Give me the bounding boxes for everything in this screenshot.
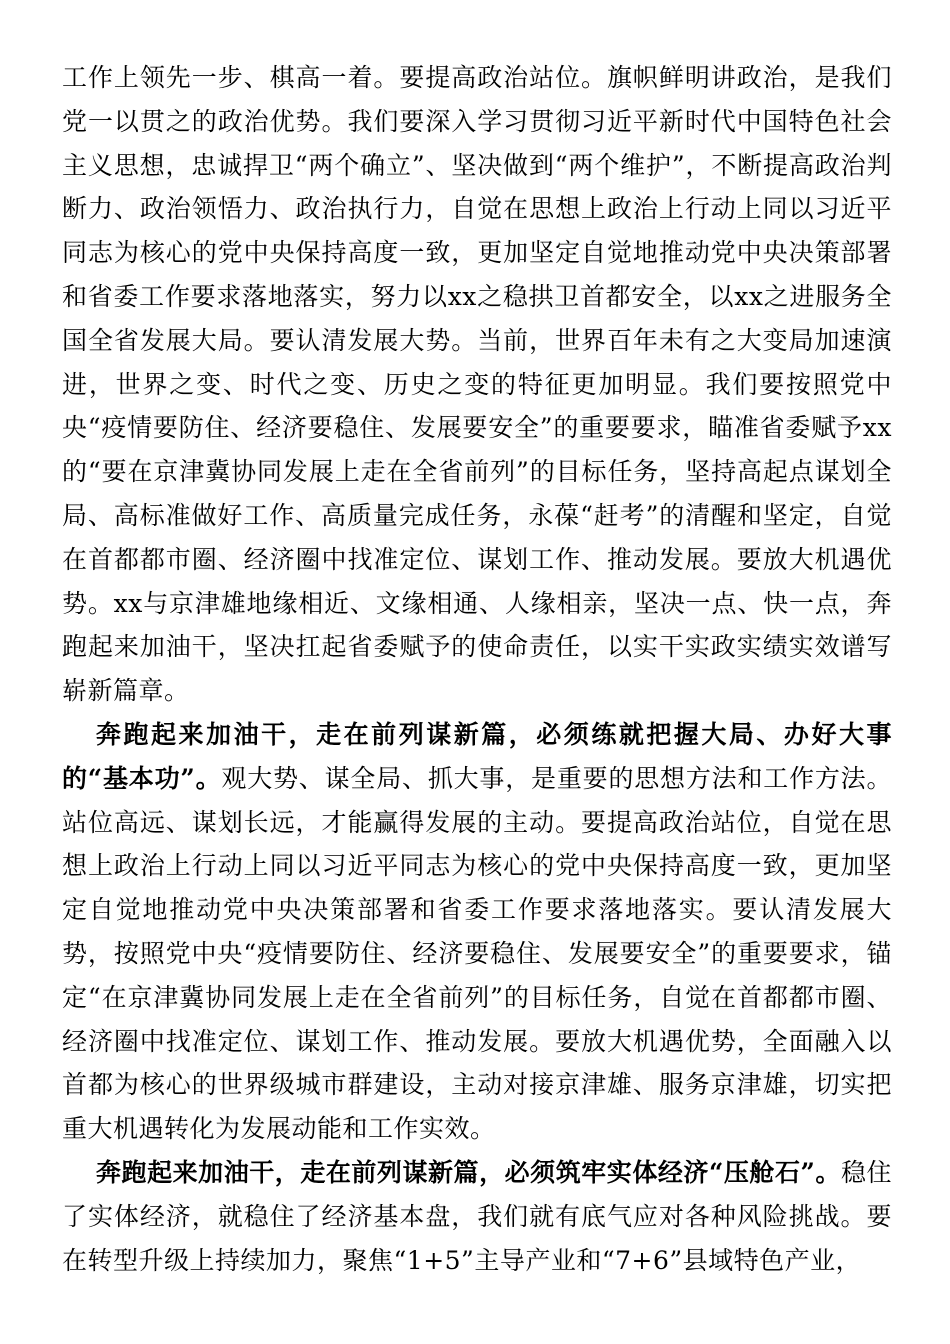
paragraph-1-text: 工作上领先一步、棋高一着。要提高政治站位。旗帜鲜明讲政治，是我们党一以贯之的政治优势。我们要深入学习贯彻习近平新时代中国特色社会主义思想，忠诚捍卫“两个确立”、坚决做到“两个维护”，不断提高政治判断力、政治领悟力、政治执行力，自觉在思想上政治上行动上同以习近平同志为核心的党中央保持高度一致，更加坚定自觉地推动党中央决策部署和省委工作要求落地落实，努力以xx之稳拱卫首都安全，以xx之进服务全国全省发展大局。要认清发展大势。当前，世界百年未有之大变局加速演进，世界之变、时代之变、历史之变的特征更加明显。我们要按照党中央“疫情要防住、经济要稳住、发展要安全”的重要要求，瞄准省委赋予xx的“要在京津冀协同发展上走在全省前列”的目标任务，坚持高起点谋划全局、高标准做好工作、高质量完成任务，永葆“赶考”的清醒和坚定，自觉在首都都市圈、经济圈中找准定位、谋划工作、推动发展。要放大机遇优势。xx与京津雄地缘相近、文缘相通、人缘相亲，坚决一点、快一点，奔跑起来加油干，坚决扛起省委赋予的使命责任，以实干实政实绩实效谱写崭新篇章。: [62, 63, 892, 706]
paragraph-3-text: 稳住了实体经济，就稳住了经济基本盘，我们就有底气应对各种风险挑战。要在转型升级上持续加力，聚焦“1+5”主导产业和“7+6”县域特色产业，: [62, 1157, 892, 1275]
paragraph-2: [62, 713, 892, 1151]
paragraph-2-text: 观大势、谋全局、抓大事，是重要的思想方法和工作方法。站位高远、谋划长远，才能赢得发展的主动。要提高政治站位，自觉在思想上政治上行动上同以习近平同志为核心的党中央保持高度一致，更加坚定自觉地推动党中央决策部署和省委工作要求落地落实。要认清发展大势，按照党中央“疫情要防住、经济要稳住、发展要安全”的重要要求，锚定“在京津冀协同发展上走在全省前列”的目标任务，自觉在首都都市圈、经济圈中找准定位、谋划工作、推动发展。要放大机遇优势，全面融入以首都为核心的世界级城市群建设，主动对接京津雄、服务京津雄，切实把重大机遇转化为发展动能和工作实效。: [62, 763, 892, 1144]
paragraph-3: [62, 1151, 892, 1282]
paragraph-3-lead: 奔跑起来加油干，走在前列谋新篇，必须筑牢实体经济“压舱石”。: [96, 1157, 841, 1187]
document-body: [62, 56, 892, 1282]
paragraph-1: [62, 56, 892, 713]
paragraph-2-lead: 奔跑起来加油干，走在前列谋新篇，必须练就把握大局、办好大事的“基本功”。: [62, 719, 892, 793]
